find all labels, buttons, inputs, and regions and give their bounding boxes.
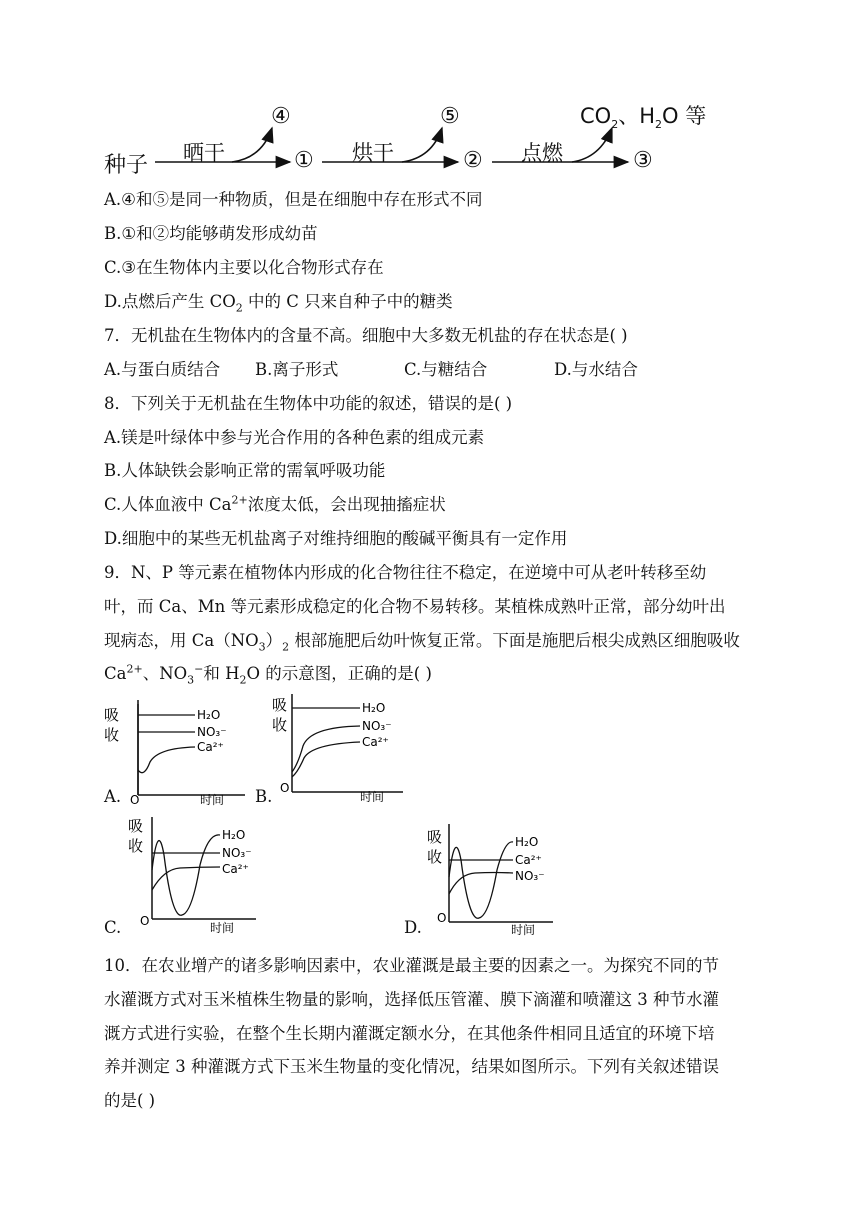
graph-d-no3-curve <box>449 873 513 895</box>
graph-b-h2o-label: H₂O <box>362 701 386 715</box>
q7-stem: 7．无机盐在生物体内的含量不高。细胞中大多数无机盐的存在状态是( ) <box>104 326 628 345</box>
graph-a-ylabel-1: 吸 <box>104 706 120 724</box>
graph-d-no3-label: NO₃⁻ <box>515 869 545 883</box>
graph-d-ylabel-1: 吸 <box>427 828 443 846</box>
graph-b-origin: O <box>280 781 290 795</box>
graph-c-ylabel-2: 收 <box>128 837 144 855</box>
graph-a-no3-label: NO₃⁻ <box>197 725 227 739</box>
q9-l4-sup: 2+ <box>126 662 143 676</box>
q6-option-d <box>104 288 453 314</box>
flow-node-5: ⑤ <box>440 104 460 129</box>
q7-option-d: D.与水结合 <box>554 360 638 379</box>
graph-d-ylabel-2: 收 <box>427 848 443 866</box>
q9-l3-sub: 3 <box>258 640 266 654</box>
q9-l4-ca: Ca <box>104 664 127 683</box>
graph-c-h2o-label: H₂O <box>222 828 246 842</box>
q9-line-3 <box>104 627 740 653</box>
graph-a-xlabel: 时间 <box>200 793 225 807</box>
q6-option-a: A.④和⑤是同一种物质，但是在细胞中存在形式不同 <box>104 190 483 209</box>
graph-b-no3-label: NO₃⁻ <box>362 719 392 733</box>
q8-c-sup: 2+ <box>231 493 248 507</box>
gas-end: O 等 <box>662 104 707 128</box>
graph-b-svg <box>268 692 408 802</box>
q9-option-c-label: C. <box>104 918 122 937</box>
arrow-up-4 <box>232 128 272 162</box>
graph-c-svg <box>124 815 264 935</box>
graph-c <box>124 815 264 939</box>
q8-c-pre: C.人体血液中 Ca <box>104 495 232 514</box>
q9-option-a-label: A. <box>104 787 122 806</box>
q8-option-d: D.细胞中的某些无机盐离子对维持细胞的酸碱平衡具有一定作用 <box>104 529 568 548</box>
q9-line-1: 9．N、P 等元素在植物体内形成的化合物往往不稳定，在逆境中可从老叶转移至幼 <box>104 563 707 582</box>
graph-c-ylabel-1: 吸 <box>128 817 144 835</box>
flow-step-burn: 点燃 <box>521 141 563 165</box>
graph-c-ca-curve <box>152 867 220 890</box>
graph-b <box>268 692 408 806</box>
q9-line-4 <box>104 660 432 686</box>
q10-line-2: 水灌溉方式对玉米植株生物量的影响，选择低压管灌、膜下滴灌和喷灌这 3 种节水灌 <box>104 990 719 1009</box>
graph-b-ylabel-1: 吸 <box>272 696 288 714</box>
graph-a-svg <box>100 700 250 808</box>
flow-node-2: ② <box>463 148 483 173</box>
graph-a-origin: O <box>130 793 140 807</box>
flow-step-dry: 晒干 <box>183 141 225 165</box>
flow-gas-label <box>580 100 706 131</box>
graph-a-h2o-label: H₂O <box>197 708 221 722</box>
graph-d-h2o-label: H₂O <box>515 835 539 849</box>
gas-co: CO <box>580 104 612 128</box>
q9-l4-mid: 、NO <box>142 664 188 683</box>
graph-c-h2o-curve <box>152 835 220 915</box>
q10-line-5: 的是( ) <box>104 1091 156 1110</box>
graph-d-xlabel: 时间 <box>511 923 536 937</box>
q9-l3-pre: 现病态，用 Ca（NO <box>104 631 259 650</box>
graph-a-ylabel-2: 收 <box>104 726 120 744</box>
graph-b-no3-curve <box>292 726 360 772</box>
gas-sub: 2 <box>611 118 619 132</box>
graph-d-svg <box>425 822 565 937</box>
arrow-up-gas <box>572 128 612 162</box>
q6-d-post: 中的 C 只来自种子中的糖类 <box>242 292 453 311</box>
q9-l4-end: O 的示意图，正确的是( ) <box>246 664 432 683</box>
graph-c-xlabel: 时间 <box>210 921 235 935</box>
q9-l4-post: 和 H <box>203 664 240 683</box>
q9-l4-sup2: − <box>194 662 204 676</box>
graph-b-xlabel: 时间 <box>360 790 385 802</box>
graph-b-ca-label: Ca²⁺ <box>362 735 389 749</box>
flow-seed: 种子 <box>104 153 149 178</box>
gas-h: 、H <box>618 104 655 128</box>
q9-line-2: 叶，而 Ca、Mn 等元素形成稳定的化合物不易转移。某植株成熟叶正常，部分幼叶出 <box>104 597 726 616</box>
graph-c-no3-label: NO₃⁻ <box>222 846 252 860</box>
graph-a-ca-label: Ca²⁺ <box>197 740 224 754</box>
graph-b-ylabel-2: 收 <box>272 716 288 734</box>
graph-c-origin: O <box>140 914 150 928</box>
q9-option-b-label: B. <box>255 787 273 806</box>
q9-l4-sub2: 2 <box>239 673 247 687</box>
q8-c-post: 浓度太低，会出现抽搐症状 <box>247 495 446 514</box>
graph-d-ca-label: Ca²⁺ <box>515 853 542 867</box>
q7-option-b: B.离子形式 <box>255 360 339 379</box>
q10-line-3: 溉方式进行实验，在整个生长期内灌溉定额水分，在其他条件相同且适宜的环境下培 <box>104 1024 715 1043</box>
q8-option-b: B.人体缺铁会影响正常的需氧呼吸功能 <box>104 461 386 480</box>
q8-stem: 8．下列关于无机盐在生物体中功能的叙述，错误的是( ) <box>104 394 513 413</box>
q10-line-4: 养并测定 3 种灌溉方式下玉米生物量的变化情况，结果如图所示。下列有关叙述错误 <box>104 1057 719 1076</box>
gas-sub2: 2 <box>655 118 662 132</box>
q6-option-b: B.①和②均能够萌发形成幼苗 <box>104 224 318 243</box>
q9-l3-mid: ） <box>265 631 283 650</box>
q9-l3-post: 根部施肥后幼叶恢复正常。下面是施肥后根尖成熟区细胞吸收 <box>289 631 740 650</box>
arrow-up-5 <box>402 128 442 162</box>
q7-option-c: C.与糖结合 <box>404 360 488 379</box>
q9-l4-sub: 3 <box>187 673 195 687</box>
q8-option-c <box>104 491 446 515</box>
q8-option-a: A.镁是叶绿体中参与光合作用的各种色素的组成元素 <box>104 428 485 447</box>
q10-line-1: 10．在农业增产的诸多影响因素中，农业灌溉是最主要的因素之一。为探究不同的节 <box>104 956 719 975</box>
graph-a <box>100 700 250 812</box>
graph-d <box>425 822 565 941</box>
flow-node-3: ③ <box>633 148 653 173</box>
q7-option-a: A.与蛋白质结合 <box>104 360 221 379</box>
graph-a-ca-curve <box>138 747 195 773</box>
q6-d-pre: D.点燃后产生 CO <box>104 292 236 311</box>
q6-option-c: C.③在生物体内主要以化合物形式存在 <box>104 258 384 277</box>
graph-c-ca-label: Ca²⁺ <box>222 862 249 876</box>
q6-d-sub: 2 <box>235 301 243 315</box>
flow-step-bake: 烘干 <box>352 141 394 165</box>
q9-l3-sub2: 2 <box>282 640 290 654</box>
flow-node-1: ① <box>294 148 314 173</box>
flow-node-4: ④ <box>271 104 291 129</box>
graph-d-origin: O <box>437 911 447 925</box>
q9-option-d-label: D. <box>404 918 422 937</box>
